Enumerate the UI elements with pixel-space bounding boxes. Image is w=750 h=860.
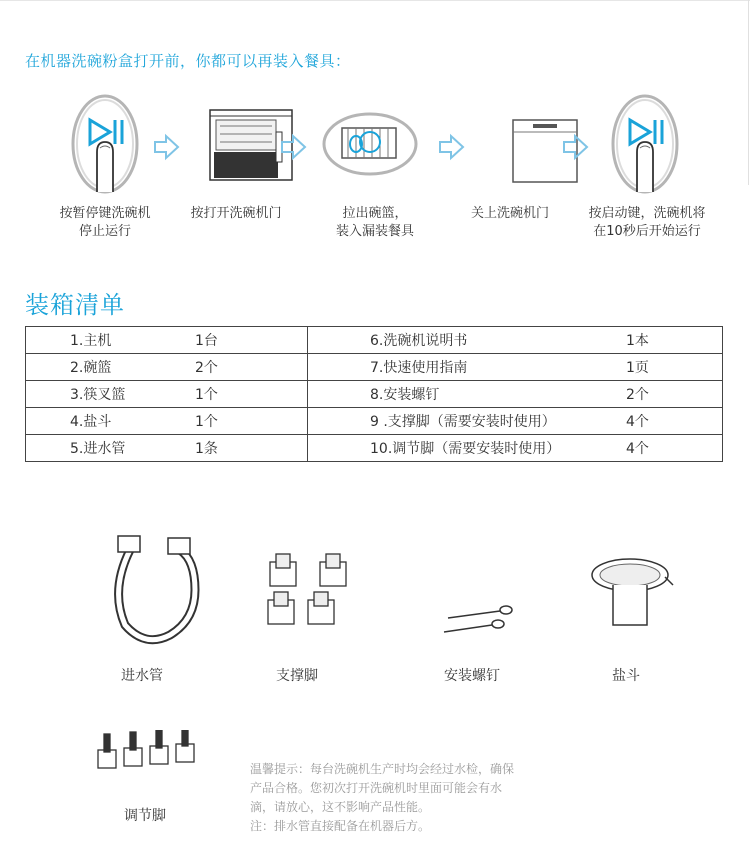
screws-icon bbox=[440, 600, 520, 644]
step-pull-basket bbox=[300, 92, 440, 197]
top-divider bbox=[0, 0, 750, 1]
table-row: 4.盐斗 1个 9 .支撑脚（需要安装时使用） 4个 bbox=[26, 408, 723, 435]
support-feet-icon bbox=[260, 552, 370, 646]
table-row: 1.主机 1台 6.洗碗机说明书 1本 bbox=[26, 327, 723, 354]
adjust-feet-icon bbox=[92, 730, 202, 784]
item-label: 支撑脚 bbox=[276, 668, 318, 684]
step-start bbox=[575, 92, 715, 197]
step-label: 按暂停键洗碗机 停止运行 bbox=[59, 206, 151, 239]
item-label: 安装螺钉 bbox=[444, 668, 500, 684]
salt-funnel-icon bbox=[585, 555, 675, 639]
table-row: 5.进水管 1条 10.调节脚（需要安装时使用） 4个 bbox=[26, 435, 723, 462]
step-label: 关上洗碗机门 bbox=[470, 206, 549, 221]
packing-list-table bbox=[25, 326, 723, 462]
basket-icon bbox=[310, 92, 430, 197]
table-row: 3.筷叉篮 1个 8.安装螺钉 2个 bbox=[26, 381, 723, 408]
start-button-icon bbox=[575, 92, 715, 197]
step-label: 按启动键，洗碗机将 在10秒后开始运行 bbox=[588, 206, 706, 239]
steps-title: 在机器洗碗粉盒打开前，你都可以再装入餐具： bbox=[25, 52, 351, 70]
step-label: 拉出碗篮， 装入漏装餐具 bbox=[335, 206, 414, 239]
right-divider bbox=[748, 0, 749, 185]
item-label: 调节脚 bbox=[124, 808, 166, 824]
packing-list-title: 装箱清单 bbox=[25, 291, 125, 319]
item-label: 盐斗 bbox=[612, 668, 640, 684]
arrow-icon bbox=[153, 133, 181, 165]
inlet-hose-icon bbox=[100, 530, 225, 654]
arrow-icon bbox=[438, 133, 466, 165]
step-label: 按打开洗碗机门 bbox=[190, 206, 282, 221]
warm-tip: 温馨提示：每台洗碗机生产时均会经过水检，确保 产品合格。您初次打开洗碗机时里面可能会有水 滴，请放心，这不影响产品性能。 注：排水管直接配备在机器后方。 bbox=[250, 762, 515, 833]
item-label: 进水管 bbox=[121, 668, 163, 684]
table-row: 2.碗篮 2个 7.快速使用指南 1页 bbox=[26, 354, 723, 381]
